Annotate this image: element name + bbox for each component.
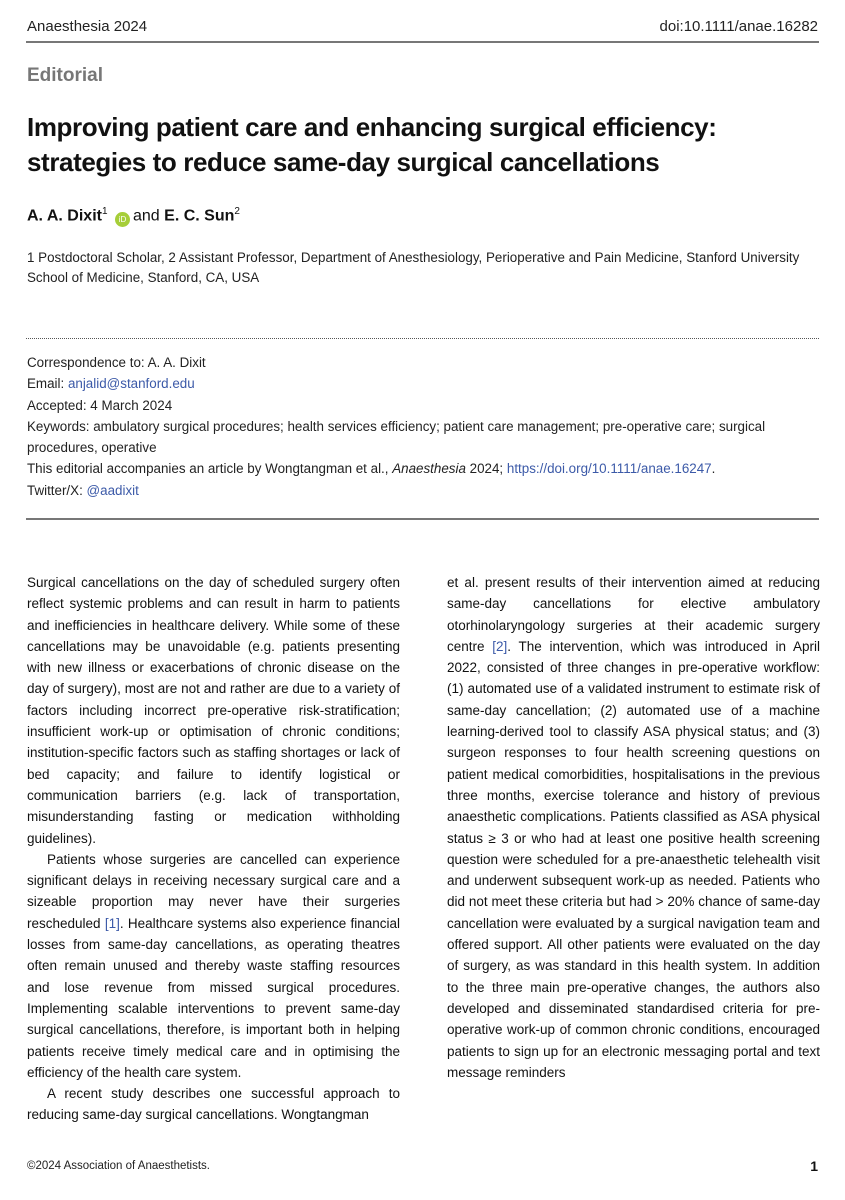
page-number: 1	[810, 1158, 818, 1174]
header-divider	[26, 41, 819, 43]
email-line	[27, 373, 827, 394]
authors	[27, 206, 240, 227]
paragraph-text: . The intervention, which was introduced in April 2022, consisted of three changes in pre-operative workflow: (1) automated use of a validated instrument to estimate risk of same-day cancellation; (2) automated use of a machine learning-derived tool to classify ASA physical status; and (3) surgeon responses to four health screening questions on patient medical comorbidities, hospitalisations in the previous three months, exercise tolerance and history of previous anaesthetic complications. Patients classified as ASA physical status ≥ 3 or who had at least one positive health screening question were scheduled for a pre-anaesthetic telehealth visit and underwent subsequent work-up as needed. Patients who did not meet these criteria but had > 20% chance of same-day cancellation were evaluated by a surgical navigation team and offered support. All other patients were evaluated on the day of surgery, as was standard in this health system. In addition to the three main pre-operative changes, the authors also developed and disseminated standardised criteria for pre-operative work-up of common chronic conditions, encouraged patients to sign up for an electronic messaging portal and text message reminders	[447, 638, 820, 1080]
article-type: Editorial	[27, 65, 104, 86]
accompanies-end: .	[711, 461, 716, 477]
doi: doi:10.1111/anae.16282	[659, 18, 818, 35]
paragraph-text: Patients whose surgeries are cancelled can experience significant delays in receiving necessary surgical care and a sizeable proportion may never have their surgeries rescheduled	[27, 851, 400, 931]
paragraph	[27, 849, 400, 1083]
reference-link[interactable]: [2]	[492, 638, 508, 654]
author-conjunction: and	[132, 207, 160, 225]
paragraph	[447, 572, 820, 1083]
twitter-line	[27, 480, 827, 501]
email-link[interactable]: anjalid@stanford.edu	[67, 376, 195, 392]
affiliation: 1 Postdoctoral Scholar, 2 Assistant Professor, Department of Anesthesiology, Perioperative and Pain Medicine, Stanford University School of Medicine, Stanford, CA, USA	[27, 250, 800, 285]
paragraph: Surgical cancellations on the day of scheduled surgery often reflect systemic problems and can result in harm to patients and inefficiencies in healthcare delivery. While some of these cancellations may be unavoidable (e.g. patients presenting with new illness or exacerbations of chronic disease on the day of surgery), most are not and rather are due to a variety of factors including incorrect pre-operative risk-stratification; insufficient work-up or optimisation of chronic conditions; institution-specific factors such as staffing shortages or lack of bed capacity; and failure to identify logistical or communication barriers (e.g. lack of transportation, misunderstanding fasting or medication withholding guidelines).	[27, 575, 400, 846]
metadata-divider	[26, 518, 819, 520]
accompanies-year: 2024;	[465, 461, 507, 477]
article-title: Improving patient care and enhancing surgical efficiency: strategies to reduce same-day surgical cancellations	[27, 112, 717, 177]
keywords: Keywords: ambulatory surgical procedures; health services efficiency; patient care management; pre-operative care; surgical procedures, operative	[27, 418, 766, 456]
author-1-affil: 1	[101, 206, 108, 217]
paragraph-text: et al. present results of their intervention aimed at reducing same-day cancellations for elective ambulatory otorhinolaryngology surgeries at their academic surgery centre	[447, 575, 820, 654]
author-2-affil: 2	[234, 206, 240, 217]
author-1[interactable]: A. A. Dixit	[27, 207, 102, 225]
paragraph: A recent study describes one successful approach to reducing same-day surgical cancellations. Wongtangman	[27, 1086, 400, 1123]
twitter-label: Twitter/X:	[27, 482, 87, 498]
reference-link[interactable]: [1]	[104, 915, 120, 931]
orcid-icon[interactable]: iD	[115, 212, 130, 227]
copyright: ©2024 Association of Anaesthetists.	[27, 1160, 211, 1172]
accompanies-doi-link[interactable]: https://doi.org/10.1111/anae.16247	[506, 461, 712, 477]
email-label: Email:	[27, 376, 68, 392]
author-2[interactable]: E. C. Sun	[164, 207, 235, 225]
correspondence: Correspondence to: A. A. Dixit	[27, 355, 206, 370]
dotted-divider	[26, 338, 819, 339]
accompanies-journal: Anaesthesia	[392, 461, 466, 477]
journal-name: Anaesthesia 2024	[27, 18, 148, 35]
accompanies-note	[27, 458, 827, 479]
body-column-right	[447, 572, 820, 1083]
accompanies-text: This editorial accompanies an article by Wongtangman et al.,	[27, 461, 393, 477]
twitter-link[interactable]: @aadixit	[86, 482, 139, 498]
accepted-date: Accepted: 4 March 2024	[27, 397, 173, 413]
article-metadata	[27, 352, 827, 501]
body-column-left	[27, 572, 400, 1126]
paragraph-text: . Healthcare systems also experience financial losses from same-day cancellations, as operating theatres often remain unused and thereby waste staffing resources and lose revenue from missed surgical procedures. Implementing scalable interventions to prevent same-day surgical cancellations, therefore, is important both in helping patients receive timely medical care and in optimising the efficiency of the health care system.	[27, 915, 400, 1080]
